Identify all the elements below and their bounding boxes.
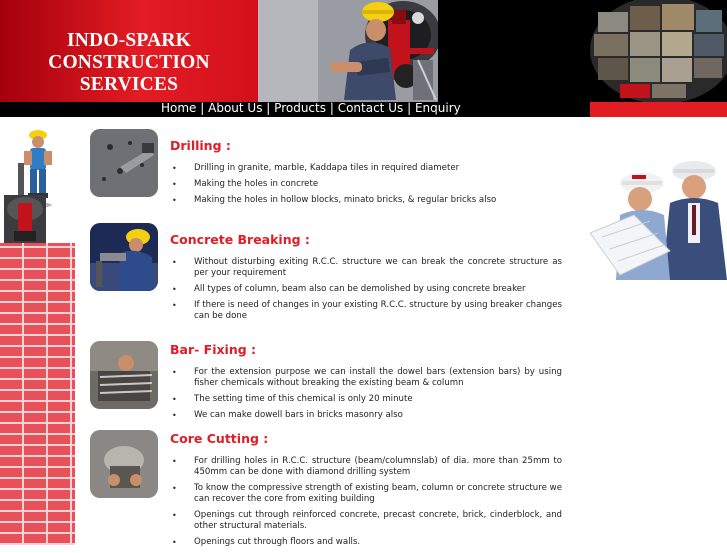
nav-contact-us[interactable]: Contact Us [337,101,404,115]
nav-home[interactable]: Home [161,101,197,115]
bullet-icon: • [172,484,177,493]
list-item-text: Drilling in granite, marble, Kaddapa tiles in required diameter [194,163,460,173]
list-item [170,410,562,421]
bar-fixing-thumbnail [90,341,158,409]
company-name [0,30,258,96]
bullet-icon: • [172,368,177,377]
list-item-text: For drilling holes in R.C.C. structure (beam/columnslab) of dia. more than 25mm to 450mm can be done with diamond drilling system [194,456,562,477]
core-cutting-image [90,430,158,498]
list-item-text: Openings cut through floors and walls. [194,537,361,547]
main-nav [161,101,461,115]
bullet-icon: • [172,258,177,267]
section-title: Concrete Breaking : [170,232,310,247]
list-item [170,284,562,295]
bullet-list [170,367,562,421]
list-item-text: Openings cut through reinforced concrete, precast concrete, brick, cinderblock, and other structural materials. [194,510,562,531]
list-item-text: The setting time of this chemical is only 20 minute [194,394,413,404]
list-item [170,257,562,279]
list-item [170,510,562,532]
concrete-breaking-section [170,232,562,327]
bar-fixing-image [90,341,158,409]
bullet-icon: • [172,511,177,520]
list-item [170,456,562,478]
bullet-icon: • [172,411,177,420]
drilling-thumbnail [90,129,158,197]
bullet-icon: • [172,180,177,189]
site-header [0,0,727,117]
list-item [170,179,562,190]
header-photo-collage [590,0,727,102]
section-title: Bar- Fixing : [170,342,257,357]
bullet-icon: • [172,395,177,404]
list-item-text: To know the compressive strength of existing beam, column or concrete structure we can recover the core from exiting building [194,483,562,504]
nav-separator: | [407,101,412,115]
list-item-text: If there is need of changes in your existing R.C.C. structure by using breaker changes can be done [194,300,562,321]
nav-separator: | [266,101,271,115]
section-title: Drilling : [170,138,231,153]
core-cutting-section [170,431,562,553]
company-name-line2: CONSTRUCTION SERVICES [48,52,210,95]
concrete-breaking-image [90,223,158,291]
drilling-image [90,129,158,197]
collage-illustration [590,0,727,102]
nav-products[interactable]: Products [274,101,326,115]
drilling-section [170,138,562,211]
list-item [170,367,562,389]
list-item-text: We can make dowell bars in bricks masonry also [194,410,403,420]
bullet-icon: • [172,285,177,294]
bullet-list [170,163,562,206]
bullet-list [170,257,562,322]
header-worker-photo [258,0,438,102]
bar-fixing-section [170,342,562,426]
section-title: Core Cutting : [170,431,269,446]
bullet-icon: • [172,457,177,466]
list-item [170,300,562,322]
list-item-text: All types of column, beam also can be demolished by using concrete breaker [194,284,526,294]
bullet-icon: • [172,164,177,173]
list-item-text: Making the holes in hollow blocks, minato bricks, & regular bricks also [194,195,497,205]
nav-separator: | [329,101,334,115]
brick-wall-decoration [0,243,75,545]
nav-about-us[interactable]: About Us [208,101,263,115]
core-cutting-thumbnail [90,430,158,498]
header-black-block [438,0,590,102]
core-drill-machine-icon [4,195,46,245]
nav-separator: | [200,101,205,115]
nav-enquiry[interactable]: Enquiry [414,101,461,115]
list-item [170,394,562,405]
bullet-icon: • [172,301,177,310]
concrete-breaking-thumbnail [90,223,158,291]
company-name-line1: INDO-SPARK [66,30,192,51]
bullet-icon: • [172,538,177,547]
worker-drilling-illustration [258,0,438,102]
engineers-with-blueprint-illustration [590,157,727,280]
nav-bar-accent [590,102,727,117]
list-item [170,537,562,548]
bullet-icon: • [172,196,177,205]
list-item-text: For the extension purpose we can install the dowel bars (extension bars) by using fisher chemicals without breaking the existing beam & column [194,367,562,388]
bullet-list [170,456,562,548]
list-item [170,483,562,505]
list-item-text: Without disturbing exiting R.C.C. structure we can break the concrete structure as per your requirement [194,257,562,278]
list-item [170,163,562,174]
left-decoration [0,117,80,545]
company-banner [0,0,258,102]
list-item [170,195,562,206]
engineers-photo [590,157,727,280]
list-item-text: Making the holes in concrete [194,179,319,189]
